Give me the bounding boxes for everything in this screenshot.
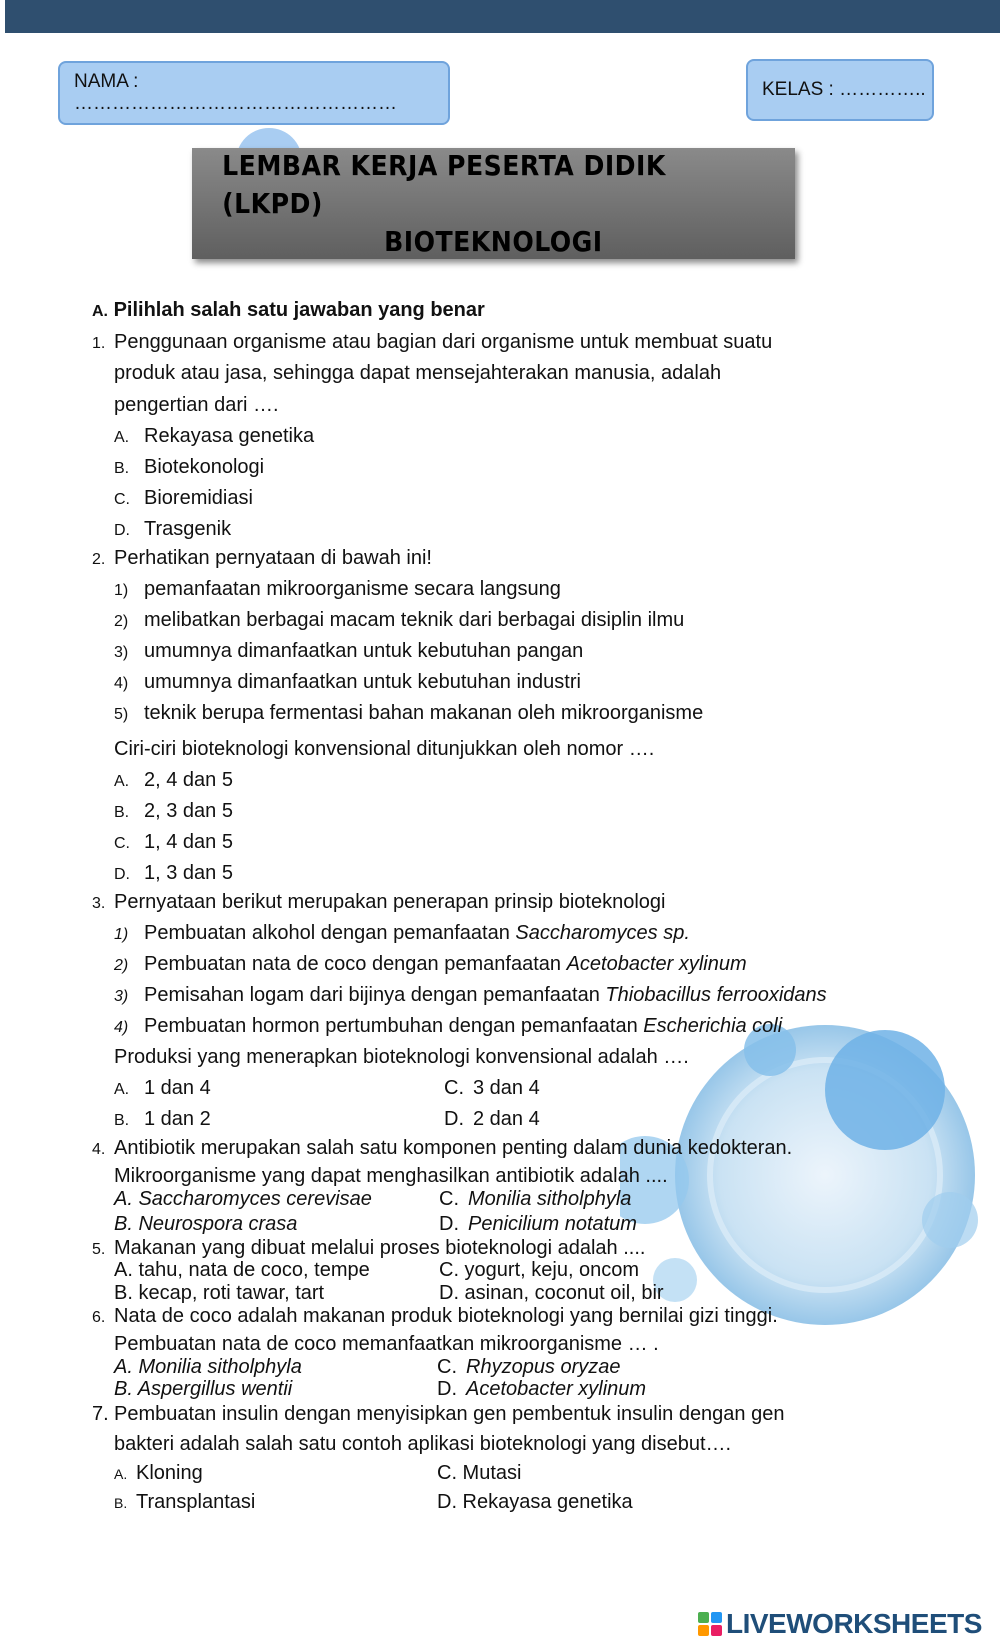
option-d[interactable]: D. Rekayasa genetika [437,1491,633,1513]
option-letter: D. [439,1213,459,1235]
statement [114,921,690,947]
option-c[interactable]: C. Mutasi [437,1462,522,1484]
option-text: Bioremidiasi [144,487,253,509]
question-prompt: Ciri-ciri bioteknologi konvensional ditunjukkan oleh nomor …. [114,738,655,760]
option-letter: B. [114,804,130,821]
logo-mark-icon [698,1612,722,1636]
option-c[interactable] [114,486,253,512]
question-text-line: Mikroorganisme yang dapat menghasilkan antibiotik adalah .... [114,1165,668,1187]
organism-name: Saccharomyces sp. [515,922,690,944]
statement-text: umumnya dimanfaatkan untuk kebutuhan pangan [144,640,584,662]
option-letter: C. [444,1077,464,1099]
option-text: 2 dan 4 [473,1108,540,1130]
option-b[interactable]: B. Neurospora crasa [114,1213,298,1235]
option-letter: C. [114,835,130,852]
option-text: Penicilium notatum [468,1213,637,1235]
option-d[interactable] [439,1212,637,1236]
question-7 [92,1402,784,1426]
option-d[interactable] [444,1107,540,1131]
statement-number: 1) [114,582,129,599]
option-a[interactable] [114,1076,211,1102]
statement [114,701,703,727]
statement [114,1014,782,1040]
option-b[interactable] [114,455,264,481]
statement-text: melibatkan berbagai macam teknik dari berbagai disiplin ilmu [144,609,685,631]
organism-name: Acetobacter xylinum [566,953,747,975]
question-2 [92,546,432,572]
option-letter: D. [114,866,130,883]
question-number: 1. [92,335,106,352]
option-a[interactable]: A. Monilia sitholphyla [114,1356,302,1378]
question-3 [92,890,665,916]
option-b[interactable] [114,799,233,825]
statement [114,952,747,978]
section-title: Pilihlah salah satu jawaban yang benar [113,299,485,321]
name-label: NAMA : …………………………………………… [74,71,397,114]
statement-number: 2) [114,957,129,974]
option-text: Trasgenik [144,518,232,540]
question-text-line: pengertian dari …. [114,394,279,416]
statement [114,670,581,696]
option-a[interactable] [114,768,233,794]
page-subtitle: BIOTEKNOLOGI [384,224,603,258]
option-letter: C. [437,1356,457,1378]
statement-text: Pembuatan alkohol dengan pemanfaatan [144,922,516,944]
option-b[interactable]: B. Aspergillus wentii [114,1378,293,1400]
option-c[interactable] [444,1076,540,1100]
statement [114,577,561,603]
option-text: 1 dan 4 [144,1077,211,1099]
statement-text: pemanfaatan mikroorganisme secara langsung [144,578,561,600]
option-letter: D. [114,522,130,539]
section-letter: A. [92,303,108,320]
option-letter: B. [114,1495,128,1511]
statement-number: 5) [114,706,129,723]
option-text: Rekayasa genetika [144,425,315,447]
statement-text: teknik berupa fermentasi bahan makanan oleh mikroorganisme [144,702,704,724]
question-text: Pernyataan berikut merupakan penerapan prinsip bioteknologi [114,891,666,913]
question-6 [92,1304,778,1330]
option-letter: B. [114,1112,130,1129]
option-a[interactable]: A. tahu, nata de coco, tempe [114,1259,370,1281]
question-text-line: produk atau jasa, sehingga dapat mensejahterakan manusia, adalah [114,362,722,384]
question-number: 2. [92,551,106,568]
option-b[interactable] [114,1107,211,1133]
option-c[interactable] [114,830,233,856]
question-text: Penggunaan organisme atau bagian dari organisme untuk membuat suatu [114,331,773,353]
question-number: 3. [92,895,106,912]
option-letter: A. [114,429,130,446]
option-b[interactable] [114,1490,255,1515]
option-text: 1 dan 2 [144,1108,211,1130]
question-text-line: bakteri adalah salah satu contoh aplikasi bioteknologi yang disebut…. [114,1433,732,1455]
question-number: 6. [92,1309,106,1326]
option-letter: D. [437,1378,457,1400]
option-text: 2, 4 dan 5 [144,769,233,791]
question-number: 5. [92,1241,106,1258]
option-letter: D. [444,1108,464,1130]
question-number: 7. [92,1403,109,1425]
question-text: Pembuatan insulin dengan menyisipkan gen pembentuk insulin dengan gen [114,1403,785,1425]
question-text: Nata de coco adalah makanan produk bioteknologi yang bernilai gizi tinggi. [114,1305,778,1327]
option-d[interactable] [114,861,233,887]
option-c[interactable] [439,1187,631,1211]
statement [114,608,684,634]
statement [114,639,583,665]
statement-number: 2) [114,613,129,630]
option-text: 3 dan 4 [473,1077,540,1099]
option-d[interactable] [437,1377,646,1401]
option-text: Rhyzopus oryzae [466,1356,621,1378]
statement-text: umumnya dimanfaatkan untuk kebutuhan industri [144,671,581,693]
statement [114,983,827,1009]
option-text: Transplantasi [136,1491,256,1513]
option-d[interactable] [114,517,231,543]
option-letter: A. [114,773,130,790]
option-a[interactable] [114,1461,203,1486]
option-letter: C. [439,1188,459,1210]
statement-number: 4) [114,675,129,692]
statement-number: 3) [114,644,129,661]
option-c[interactable]: C. yogurt, keju, oncom [439,1259,640,1281]
class-label: KELAS : ………….. [762,79,926,100]
option-text: Kloning [136,1462,203,1484]
question-prompt: Produksi yang menerapkan bioteknologi konvensional adalah …. [114,1046,689,1068]
question-text: Makanan yang dibuat melalui proses bioteknologi adalah .... [114,1237,646,1259]
option-text: Acetobacter xylinum [466,1378,647,1400]
statement-number: 1) [114,926,129,943]
organism-name: Thiobacillus ferrooxidans [605,984,827,1006]
logo-text: LIVEWORKSHEETS [726,1608,982,1639]
option-letter: A. [114,1466,128,1482]
question-4 [92,1136,792,1162]
question-text: Antibiotik merupakan salah satu komponen penting dalam dunia kedokteran. [114,1137,793,1159]
option-a[interactable] [114,424,314,450]
option-d[interactable]: D. asinan, coconut oil, bir [439,1282,664,1304]
statement-text: Pembuatan nata de coco dengan pemanfaatan [144,953,567,975]
option-text: Biotekonologi [144,456,265,478]
option-text: 1, 3 dan 5 [144,862,233,884]
option-letter: B. [114,460,130,477]
option-text: 2, 3 dan 5 [144,800,233,822]
statement-number: 4) [114,1019,129,1036]
statement-text: Pemisahan logam dari bijinya dengan pemanfaatan [144,984,606,1006]
option-b[interactable]: B. kecap, roti tawar, tart [114,1282,325,1304]
option-c[interactable] [437,1355,621,1379]
question-number: 4. [92,1141,106,1158]
section-heading [92,298,485,324]
statement-number: 3) [114,988,129,1005]
option-text: 1, 4 dan 5 [144,831,233,853]
option-letter: C. [114,491,130,508]
question-text-line: Pembuatan nata de coco memanfaatkan mikroorganisme … . [114,1333,659,1355]
question-1 [92,330,772,356]
organism-name: Escherichia coli [643,1015,783,1037]
page-title: LEMBAR KERJA PESERTA DIDIK (LKPD) [222,148,666,220]
statement-text: Pembuatan hormon pertumbuhan dengan pemanfaatan [144,1015,644,1037]
liveworksheets-logo[interactable] [698,1607,982,1641]
option-letter: A. [114,1081,130,1098]
question-text: Perhatikan pernyataan di bawah ini! [114,547,432,569]
option-text: Monilia sitholphyla [468,1188,632,1210]
option-a[interactable]: A. Saccharomyces cerevisae [114,1188,372,1210]
